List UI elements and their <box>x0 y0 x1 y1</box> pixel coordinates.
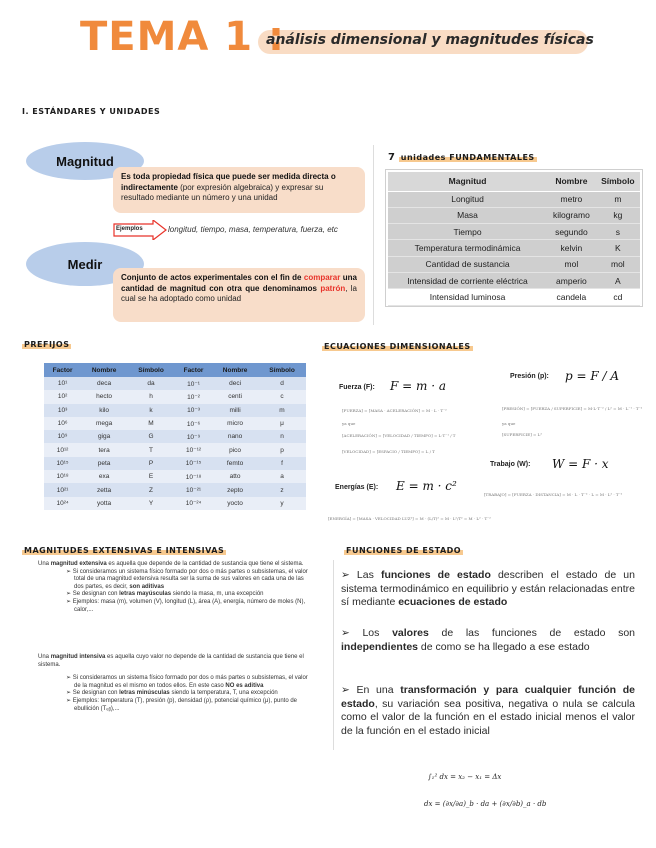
table-cell: peta <box>81 457 127 470</box>
prefix-row <box>44 430 306 443</box>
table-cell: hecto <box>81 390 127 403</box>
fuerza-dim-4: [VELOCIDAD] = [ESPACIO / TIEMPO] = L / T <box>342 449 435 454</box>
table-cell: tera <box>81 443 127 456</box>
table-cell: y <box>258 497 306 510</box>
table-cell: kilo <box>81 404 127 417</box>
table-cell: 10⁻¹ <box>175 377 212 390</box>
table-cell: mol <box>547 256 596 272</box>
table-cell: pico <box>212 443 258 456</box>
table-cell: a <box>258 470 306 483</box>
prefix-row <box>44 390 306 403</box>
table-cell: s <box>596 224 640 240</box>
prefix-row <box>44 443 306 456</box>
table-cell: Intensidad de corriente eléctrica <box>388 272 547 288</box>
table-cell: cd <box>596 289 640 305</box>
table-cell: Temperatura termodinámica <box>388 240 547 256</box>
table-cell: atto <box>212 470 258 483</box>
intensiva-bullet-1: ➢ Si consideramos un sistema físico formado por dos o más partes o subsistemas, el valor de la magnitud es el mismo en todos ellos. En este caso NO es aditiva <box>66 675 308 689</box>
table-cell: candela <box>547 289 596 305</box>
table-cell: segundo <box>547 224 596 240</box>
table-cell: E <box>127 470 175 483</box>
column-header: Magnitud <box>388 172 547 191</box>
table-cell: Cantidad de sustancia <box>388 256 547 272</box>
table-cell: 10¹² <box>44 443 81 456</box>
units-row <box>388 207 640 223</box>
extensiva-intro: Una magnitud extensiva es aquella que depende de la cantidad de sustancia que tiene el sistema. <box>38 561 304 567</box>
trabajo-dim-1: [TRABAJO] = [FUERZA · DISTANCIA] = M · L · T⁻² · L = M · L² · T⁻² <box>484 492 623 497</box>
table-cell: giga <box>81 430 127 443</box>
table-cell: k <box>127 404 175 417</box>
state-paragraph-3: ➢ En una transformación y para cualquier función de estado, su variación sea positiva, negativa o nula se calcula como el valor de la función en el estado inicial menos el valor de la función en el estado inicial <box>341 684 635 737</box>
table-cell: Tiempo <box>388 224 547 240</box>
table-cell: 10⁻²¹ <box>175 483 212 496</box>
table-cell: P <box>127 457 175 470</box>
table-cell: 10⁻⁹ <box>175 430 212 443</box>
prefixes-heading: PREFIJOS <box>24 340 70 349</box>
column-header: Nombre <box>81 363 127 377</box>
energia-dim-1: [ENERGÍA] = [MASA · VELOCIDAD LUZ²] = M · (L/T)² = M · L²/T² = M · L² · T⁻² <box>328 516 491 521</box>
table-cell: femto <box>212 457 258 470</box>
presion-dim-3: [SUPERFICIE] = L² <box>502 432 542 437</box>
table-cell: h <box>127 390 175 403</box>
fuerza-dim-1: [FUERZA] = [MASA · ACELERACIÓN] = M · L · T⁻² <box>342 408 447 413</box>
extensiva-block <box>38 561 314 614</box>
ejemplos-text: longitud, tiempo, masa, temperatura, fuerza, etc <box>168 225 338 234</box>
column-header: Símbolo <box>596 172 640 191</box>
table-cell: Intensidad luminosa <box>388 289 547 305</box>
table-cell: 10³ <box>44 404 81 417</box>
trabajo-label: Trabajo (W): <box>490 461 531 468</box>
fuerza-label: Fuerza (F): <box>339 384 375 391</box>
table-cell: T <box>127 443 175 456</box>
table-cell: Y <box>127 497 175 510</box>
presion-dim-2: ya que <box>502 421 516 426</box>
column-header: Factor <box>175 363 212 377</box>
units-heading: 7 unidades FUNDAMENTALES <box>388 152 535 163</box>
magnitudes-heading: MAGNITUDES EXTENSIVAS E INTENSIVAS <box>24 546 225 555</box>
table-cell: 10¹⁵ <box>44 457 81 470</box>
table-cell: zepto <box>212 483 258 496</box>
units-row <box>388 191 640 207</box>
table-cell: deca <box>81 377 127 390</box>
column-header: Nombre <box>547 172 596 191</box>
table-cell: yotta <box>81 497 127 510</box>
presion-dim-1: [PRESIÓN] = [FUERZA / SUPERFICIE] = M·L·T⁻² / L² = M · L⁻¹ · T⁻² <box>502 406 643 411</box>
section-divider <box>373 145 374 325</box>
table-cell: M <box>127 417 175 430</box>
prefix-row <box>44 404 306 417</box>
table-cell: deci <box>212 377 258 390</box>
energia-label: Energías (E): <box>335 484 379 491</box>
table-cell: 10⁶ <box>44 417 81 430</box>
table-cell: kg <box>596 207 640 223</box>
table-cell: 10⁻¹² <box>175 443 212 456</box>
intensiva-block <box>38 654 314 713</box>
units-row <box>388 224 640 240</box>
page-subtitle: análisis dimensional y magnitudes físicas <box>266 32 594 48</box>
table-cell: centi <box>212 390 258 403</box>
extensiva-bullet-2: ➢ Se designan con letras mayúsculas siendo la masa, m, una excepción <box>66 591 264 598</box>
handwritten-integral: ∫₁² dx = x₂ − x₁ = Δx <box>428 773 502 781</box>
table-cell: c <box>258 390 306 403</box>
extensiva-bullet-1: ➢ Si consideramos un sistema físico formado por dos o más partes o subsistemas, el valor total de una magnitud extensiva resulta ser la suma de sus valores en cada una de las dos partes, es decir, son aditivas <box>66 568 308 590</box>
handwritten-differential: dx = (∂x/∂a)_b · da + (∂x/∂b)_a · db <box>424 800 547 808</box>
table-cell: 10⁻¹⁸ <box>175 470 212 483</box>
table-cell: 10⁻¹⁵ <box>175 457 212 470</box>
table-cell: 10²¹ <box>44 483 81 496</box>
table-cell: da <box>127 377 175 390</box>
table-cell: mega <box>81 417 127 430</box>
table-cell: mol <box>596 256 640 272</box>
table-cell: nano <box>212 430 258 443</box>
table-cell: 10¹ <box>44 377 81 390</box>
column-header: Nombre <box>212 363 258 377</box>
presion-label: Presión (p): <box>510 373 549 380</box>
intensiva-bullet-3: ➢ Ejemplos: temperatura (T), presión (p), densidad (ρ), potencial químico (μ), punto de ebullición (Tₑᵦ),... <box>66 697 298 712</box>
magnitud-label: Magnitud <box>56 153 114 169</box>
table-cell: zetta <box>81 483 127 496</box>
table-cell: z <box>258 483 306 496</box>
units-row <box>388 240 640 256</box>
table-cell: Z <box>127 483 175 496</box>
presion-equation: p = F / A <box>565 369 620 383</box>
intensiva-bullet-2: ➢ Se designan con letras minúsculas siendo la temperatura, T, una excepción <box>66 690 278 697</box>
table-cell: metro <box>547 191 596 207</box>
table-cell: 10⁹ <box>44 430 81 443</box>
trabajo-equation: W = F · x <box>552 457 609 471</box>
table-cell: K <box>596 240 640 256</box>
state-paragraph-1: ➢ Las funciones de estado describen el estado de un sistema termodinámico en equilibrio y están relacionadas entre sí mediante ecuaciones de estado <box>341 569 635 608</box>
table-cell: kilogramo <box>547 207 596 223</box>
prefix-row <box>44 497 306 510</box>
table-cell: m <box>258 404 306 417</box>
table-cell: A <box>596 272 640 288</box>
section-divider-2 <box>333 560 334 750</box>
ejemplos-label: Ejemplos <box>116 226 143 232</box>
table-cell: amperio <box>547 272 596 288</box>
medir-label: Medir <box>67 256 103 272</box>
units-row <box>388 289 640 305</box>
table-cell: p <box>258 443 306 456</box>
fuerza-dim-2: ya que <box>342 421 356 426</box>
table-cell: m <box>596 191 640 207</box>
table-cell: 10⁻² <box>175 390 212 403</box>
fuerza-equation: F = m · a <box>390 379 446 393</box>
units-row <box>388 256 640 272</box>
page-title: TEMA 1 : <box>80 14 286 60</box>
table-cell: 10⁻²⁴ <box>175 497 212 510</box>
table-cell: 10⁻⁶ <box>175 417 212 430</box>
equations-heading: ECUACIONES DIMENSIONALES <box>324 342 471 351</box>
intensiva-intro: Una magnitud intensiva es aquella cuyo valor no depende de la cantidad de sustancia que tiene el sistema. <box>38 654 304 668</box>
prefix-row <box>44 483 306 496</box>
table-cell: 10⁻³ <box>175 404 212 417</box>
table-cell: Longitud <box>388 191 547 207</box>
prefix-row <box>44 377 306 390</box>
prefix-row <box>44 417 306 430</box>
table-cell: 10¹⁸ <box>44 470 81 483</box>
column-header: Símbolo <box>258 363 306 377</box>
medir-definition: Conjunto de actos experimentales con el fin de comparar una cantidad de magnitud con otra que denominamos patrón, la cual se ha adoptado como unidad <box>113 268 365 322</box>
table-cell: 10²⁴ <box>44 497 81 510</box>
extensiva-bullet-3: ➢ Ejemplos: masa (m), volumen (V), longitud (L), área (A), energía, número de moles (N), calor,... <box>66 598 306 613</box>
prefix-row <box>44 470 306 483</box>
state-paragraph-2: ➢ Los valores de las funciones de estado son independientes de como se ha llegado a ese estado <box>341 627 635 653</box>
table-cell: exa <box>81 470 127 483</box>
prefix-table <box>44 363 306 510</box>
table-cell: Masa <box>388 207 547 223</box>
table-cell: G <box>127 430 175 443</box>
table-cell: n <box>258 430 306 443</box>
column-header: Factor <box>44 363 81 377</box>
table-cell: yocto <box>212 497 258 510</box>
table-cell: milli <box>212 404 258 417</box>
table-cell: f <box>258 457 306 470</box>
units-table <box>388 172 640 306</box>
table-cell: μ <box>258 417 306 430</box>
magnitud-definition: Es toda propiedad física que puede ser medida directa o indirectamente (por expresión algebraica) y expresar su resultado mediante un número y una unidad <box>113 167 365 213</box>
energia-equation: E = m · c² <box>396 479 457 493</box>
table-cell: d <box>258 377 306 390</box>
units-row <box>388 272 640 288</box>
table-cell: 10² <box>44 390 81 403</box>
fuerza-dim-3: [ACELERACIÓN] = [VELOCIDAD / TIEMPO] = L·T⁻¹ / T <box>342 433 456 438</box>
state-functions-heading: FUNCIONES DE ESTADO <box>346 546 462 555</box>
column-header: Símbolo <box>127 363 175 377</box>
table-cell: kelvin <box>547 240 596 256</box>
table-cell: micro <box>212 417 258 430</box>
section-heading-estandares: I. ESTÁNDARES Y UNIDADES <box>22 107 161 116</box>
prefix-row <box>44 457 306 470</box>
